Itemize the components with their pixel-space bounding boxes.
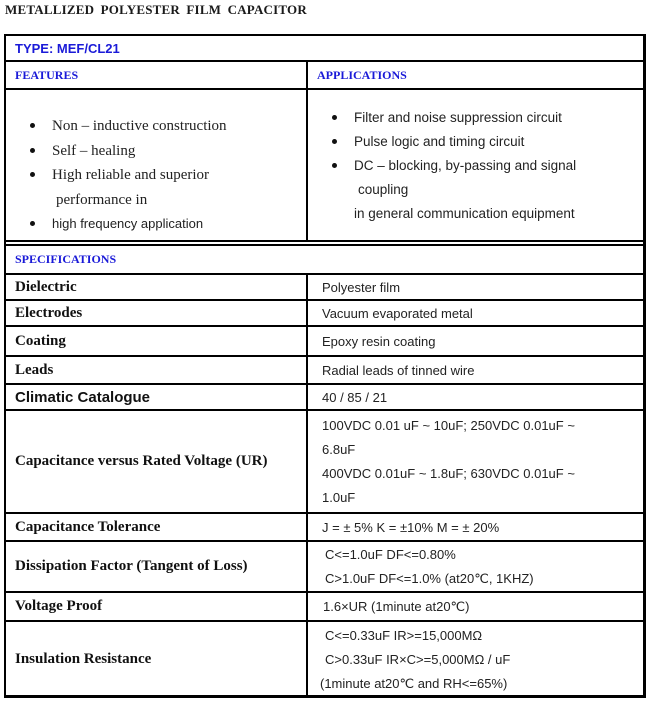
spec-value-line: C>0.33uF IR×C>=5,000MΩ / uF bbox=[325, 651, 511, 667]
spec-row-coating bbox=[6, 327, 643, 357]
bullet-icon bbox=[30, 221, 35, 226]
doc-title: METALLIZED POLYESTER FILM CAPACITOR bbox=[5, 2, 307, 17]
application-item: DC – blocking, by-passing and signal bbox=[328, 154, 576, 178]
spec-row-capacitance-tolerance bbox=[6, 514, 643, 542]
application-item: Filter and noise suppression circuit bbox=[328, 106, 576, 130]
spec-value-line: (1minute at20℃ and RH<=65%) bbox=[320, 675, 508, 691]
bullet-icon bbox=[332, 163, 337, 168]
type-row bbox=[6, 36, 643, 62]
spec-value-line: 400VDC 0.01uF ~ 1.8uF; 630VDC 0.01uF ~ bbox=[322, 465, 575, 481]
features-list bbox=[26, 114, 227, 237]
spec-table bbox=[4, 34, 646, 698]
spec-value: 1.6×UR (1minute at20℃) bbox=[323, 598, 470, 614]
spec-value: J = ± 5% K = ±10% M = ± 20% bbox=[322, 519, 500, 535]
spec-label: Leads bbox=[15, 361, 54, 378]
bullet-icon bbox=[30, 148, 35, 153]
spec-row-voltage-proof bbox=[6, 593, 643, 622]
spec-row-electrodes bbox=[6, 301, 643, 327]
feature-item: Non – inductive construction bbox=[26, 114, 227, 139]
spec-row-dielectric bbox=[6, 275, 643, 301]
specifications-heading: SPECIFICATIONS bbox=[15, 252, 117, 266]
bullet-icon bbox=[332, 139, 337, 144]
section-headings-row bbox=[6, 62, 643, 90]
spec-value: 40 / 85 / 21 bbox=[322, 389, 388, 405]
feature-item-continuation: performance in bbox=[56, 191, 148, 208]
spec-value-line: 100VDC 0.01 uF ~ 10uF; 250VDC 0.01uF ~ bbox=[322, 417, 575, 433]
spec-value: Vacuum evaporated metal bbox=[322, 305, 473, 321]
spec-label: Dielectric bbox=[15, 278, 77, 295]
spec-value-line: 6.8uF bbox=[322, 441, 356, 457]
bullet-icon bbox=[30, 172, 35, 177]
spec-value-line: C<=0.33uF IR>=15,000MΩ bbox=[325, 627, 483, 643]
spec-row-climatic-catalogue bbox=[6, 385, 643, 411]
spec-label: Climatic Catalogue bbox=[15, 388, 151, 406]
feature-item: High reliable and superior bbox=[26, 163, 227, 188]
spec-row-capacitance-voltage bbox=[6, 411, 643, 514]
spec-label: Electrodes bbox=[15, 304, 83, 321]
spec-label: Capacitance versus Rated Voltage (UR) bbox=[15, 453, 268, 469]
spec-label: Dissipation Factor (Tangent of Loss) bbox=[15, 558, 248, 574]
spec-label: Capacitance Tolerance bbox=[15, 518, 161, 535]
type-label: TYPE: MEF/CL21 bbox=[15, 40, 120, 56]
spec-value-line: C>1.0uF DF<=1.0% (at20℃, 1KHZ) bbox=[325, 570, 534, 586]
applications-list bbox=[328, 106, 576, 226]
specifications-heading-row bbox=[6, 246, 643, 275]
spec-label: Voltage Proof bbox=[15, 598, 103, 614]
features-heading: FEATURES bbox=[15, 67, 79, 82]
spec-row-insulation-resistance bbox=[6, 622, 643, 697]
feature-item: Self – healing bbox=[26, 139, 227, 164]
spec-row-dissipation-factor bbox=[6, 542, 643, 593]
spec-label: Insulation Resistance bbox=[15, 651, 152, 667]
application-item-continuation: in general communication equipment bbox=[354, 206, 575, 221]
spec-value-line: 1.0uF bbox=[322, 489, 356, 505]
spec-value: Epoxy resin coating bbox=[322, 333, 436, 349]
spec-label: Coating bbox=[15, 332, 66, 349]
spec-value-line: C<=1.0uF DF<=0.80% bbox=[325, 546, 456, 562]
feature-item: high frequency application bbox=[26, 212, 227, 237]
features-applications-row bbox=[6, 90, 643, 242]
bullet-icon bbox=[30, 123, 35, 128]
applications-heading: APPLICATIONS bbox=[317, 67, 407, 82]
spec-value: Polyester film bbox=[322, 279, 401, 295]
application-item: Pulse logic and timing circuit bbox=[328, 130, 576, 154]
spec-value: Radial leads of tinned wire bbox=[322, 362, 475, 378]
bullet-icon bbox=[332, 115, 337, 120]
spec-row-leads bbox=[6, 357, 643, 385]
application-item-continuation: coupling bbox=[358, 182, 409, 197]
